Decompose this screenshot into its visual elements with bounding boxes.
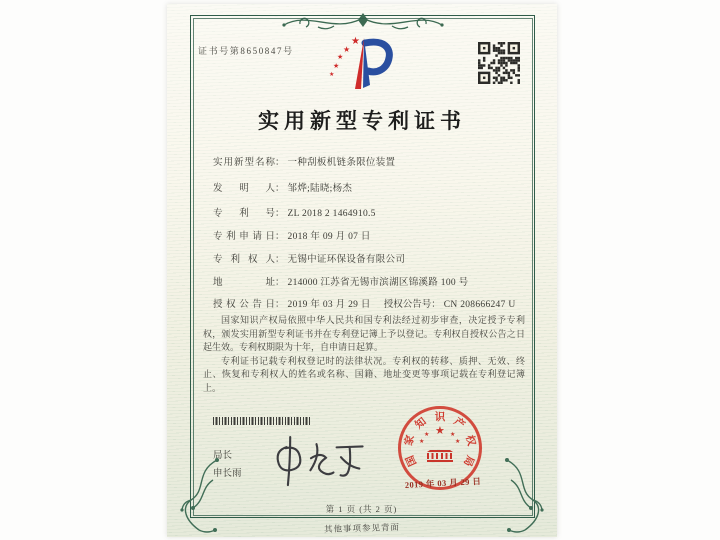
seal-character: 知: [413, 416, 429, 432]
seal-character: 国: [404, 453, 420, 468]
logo-star-icon: ★: [343, 45, 351, 54]
field-value: 一种刮板机链条限位装置: [287, 158, 396, 168]
field-utility-model-name: [213, 154, 395, 168]
field-value: 邹烨;陆晓;杨杰: [287, 184, 353, 194]
emblem-star-icon: ★: [455, 439, 461, 445]
field-address: [213, 274, 468, 288]
colon: ：: [275, 278, 285, 288]
legal-paragraph-2: 专利证书记载专利权登记时的法律状况。专利权的转移、质押、无效、终止、恢复和专利权人的姓名或名称、国籍、地址变更等事项记载在专利登记簿上。: [203, 355, 525, 393]
emblem-star-icon: ★: [419, 439, 425, 445]
grant-date-value: 2019 年 03 月 29 日: [287, 300, 371, 310]
colon: ：: [275, 300, 285, 310]
field-label: 专利申请日: [213, 232, 275, 242]
colon: ：: [431, 300, 441, 310]
emblem-star-icon: ★: [435, 425, 445, 437]
field-patentee: [213, 251, 405, 265]
grant-number-label: 授权公告号: [383, 300, 432, 310]
seal-date: 2019 年 03 月 29 日: [404, 476, 482, 490]
seal-character: 局: [460, 453, 476, 468]
field-value: ZL 2018 2 1464910.5: [287, 209, 376, 219]
certificate-title: 实用新型专利证书: [258, 109, 466, 133]
cnipa-logo-icon: [327, 35, 399, 101]
national-emblem-icon: [418, 426, 462, 470]
colon: ：: [275, 209, 285, 219]
tiananmen-gate-icon: [427, 450, 453, 462]
page-number: 第 1 页 (共 2 页): [325, 504, 398, 514]
emblem-star-icon: ★: [450, 432, 456, 438]
top-flourish-ornament: [278, 9, 448, 35]
colon: ：: [275, 255, 285, 265]
colon: ：: [275, 158, 285, 168]
field-label: 专利权人: [213, 255, 275, 265]
logo-star-icon: ★: [333, 62, 340, 70]
certificate-paper: [167, 4, 557, 537]
barcode: [213, 417, 312, 425]
qr-code: [478, 42, 520, 84]
field-label: 实用新型名称: [213, 158, 275, 168]
signer-title: 局长: [213, 451, 233, 461]
field-label: 专利号: [213, 209, 275, 219]
emblem-star-icon: ★: [424, 432, 430, 438]
seal-character: 产: [451, 416, 467, 432]
legal-paragraph-1: 国家知识产权局依照中华人民共和国专利法经过初步审查，决定授予专利权，颁发实用新型专利证书并在专利登记簿上予以登记。专利权自授权公告之日起生效。专利权期限为十年，自申请日起算。: [203, 315, 525, 353]
grant-date-label: 授权公告日: [213, 300, 275, 310]
certificate-number: 证书号第8650847号: [198, 46, 294, 56]
logo-star-icon: ★: [329, 72, 335, 78]
field-value: 214000 江苏省无锡市滨湖区锦溪路 100 号: [287, 278, 469, 288]
field-label: 地址: [213, 278, 275, 288]
legal-paragraphs: [203, 314, 525, 396]
colon: ：: [275, 184, 285, 194]
seal-character: 识: [434, 411, 446, 423]
seal-character: 权: [463, 434, 477, 447]
colon: ：: [275, 232, 285, 242]
field-inventors: [213, 180, 352, 194]
field-value: 2018 年 09 月 07 日: [287, 232, 371, 242]
field-value: 无锡中证环保设备有限公司: [287, 255, 406, 265]
seal-character: 家: [403, 434, 417, 447]
logo-star-icon: ★: [351, 36, 360, 47]
signer-name: 申长雨: [213, 469, 242, 479]
back-side-note: 其他事项参见背面: [323, 522, 401, 534]
signature-script: [270, 430, 368, 487]
field-grant-line: [213, 296, 516, 310]
field-filing-date: [213, 228, 371, 242]
field-patent-number: [213, 205, 376, 219]
field-label: 发明人: [213, 184, 275, 194]
logo-star-icon: ★: [337, 53, 344, 61]
grant-number-value: CN 208666247 U: [443, 300, 516, 310]
